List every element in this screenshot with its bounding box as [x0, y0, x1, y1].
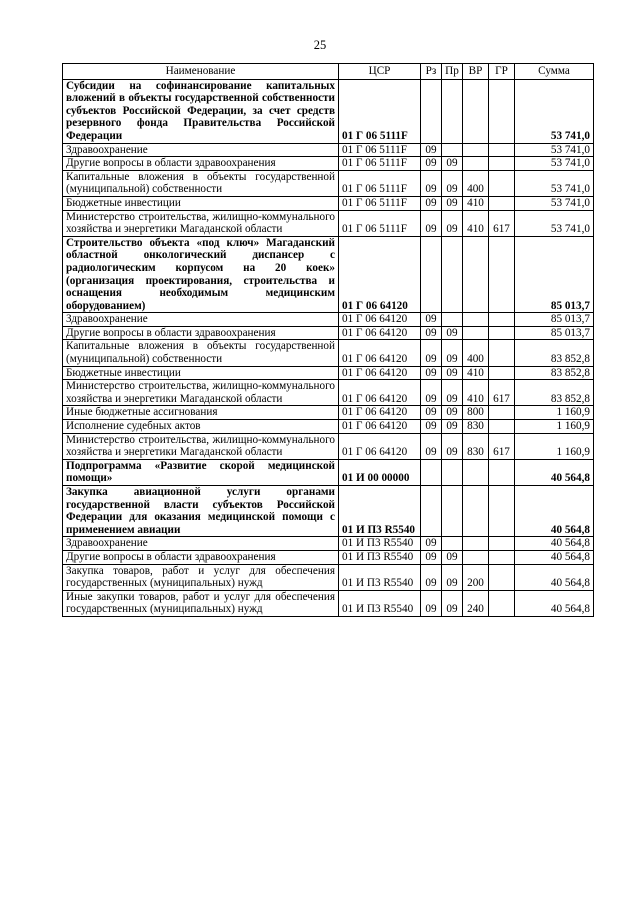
- cell-gr: [489, 590, 515, 616]
- cell-sum: 40 564,8: [515, 564, 594, 590]
- table-row: [63, 79, 594, 143]
- cell-sum: 53 741,0: [515, 170, 594, 196]
- cell-name: Капитальные вложения в объекты государственной (муниципальной) собственности: [63, 170, 339, 196]
- cell-pr: [442, 313, 463, 327]
- table-row: [63, 210, 594, 236]
- table-row: [63, 380, 594, 406]
- cell-sum: 53 741,0: [515, 210, 594, 236]
- cell-gr: [489, 366, 515, 380]
- cell-pr: 09: [442, 420, 463, 434]
- cell-gr: [489, 550, 515, 564]
- cell-rz: 09: [421, 537, 442, 551]
- cell-vr: [463, 326, 489, 340]
- cell-rz: 09: [421, 326, 442, 340]
- table-row: [63, 170, 594, 196]
- cell-gr: [489, 340, 515, 366]
- cell-csr: 01 Г 06 64120: [339, 326, 421, 340]
- cell-gr: [489, 157, 515, 171]
- table-row: [63, 196, 594, 210]
- cell-sum: 53 741,0: [515, 79, 594, 143]
- cell-sum: 85 013,7: [515, 313, 594, 327]
- cell-vr: [463, 79, 489, 143]
- cell-gr: 617: [489, 380, 515, 406]
- cell-name: Другие вопросы в области здравоохранения: [63, 157, 339, 171]
- cell-rz: [421, 486, 442, 537]
- cell-name: Закупка товаров, работ и услуг для обеспечения государственных (муниципальных) нужд: [63, 564, 339, 590]
- cell-sum: 40 564,8: [515, 486, 594, 537]
- cell-gr: [489, 420, 515, 434]
- cell-pr: [442, 236, 463, 313]
- cell-vr: 410: [463, 196, 489, 210]
- cell-rz: 09: [421, 313, 442, 327]
- cell-csr: 01 И П3 R5540: [339, 564, 421, 590]
- cell-sum: 83 852,8: [515, 366, 594, 380]
- header-sum: Сумма: [515, 64, 594, 80]
- cell-gr: [489, 170, 515, 196]
- header-name: Наименование: [63, 64, 339, 80]
- table-row: [63, 433, 594, 459]
- cell-vr: [463, 236, 489, 313]
- cell-vr: 200: [463, 564, 489, 590]
- cell-csr: 01 Г 06 5111F: [339, 157, 421, 171]
- cell-pr: [442, 143, 463, 157]
- cell-pr: 09: [442, 196, 463, 210]
- cell-name: Министерство строительства, жилищно-коммунального хозяйства и энергетики Магаданской области: [63, 380, 339, 406]
- table-row: [63, 366, 594, 380]
- cell-sum: 40 564,8: [515, 537, 594, 551]
- cell-gr: [489, 236, 515, 313]
- cell-pr: 09: [442, 564, 463, 590]
- table-row: [63, 313, 594, 327]
- cell-vr: [463, 486, 489, 537]
- table-row: [63, 486, 594, 537]
- cell-sum: 1 160,9: [515, 406, 594, 420]
- cell-rz: 09: [421, 366, 442, 380]
- cell-sum: 1 160,9: [515, 433, 594, 459]
- cell-rz: 09: [421, 433, 442, 459]
- header-pr: Пр: [442, 64, 463, 80]
- cell-pr: [442, 486, 463, 537]
- cell-rz: [421, 79, 442, 143]
- cell-pr: 09: [442, 433, 463, 459]
- cell-gr: [489, 406, 515, 420]
- cell-csr: 01 Г 06 64120: [339, 380, 421, 406]
- cell-name: Министерство строительства, жилищно-коммунального хозяйства и энергетики Магаданской области: [63, 210, 339, 236]
- cell-sum: 40 564,8: [515, 459, 594, 485]
- cell-vr: [463, 157, 489, 171]
- cell-gr: [489, 564, 515, 590]
- header-vr: ВР: [463, 64, 489, 80]
- cell-vr: [463, 459, 489, 485]
- table-header-row: [63, 64, 594, 80]
- table-row: [63, 406, 594, 420]
- cell-rz: 09: [421, 590, 442, 616]
- cell-pr: 09: [442, 550, 463, 564]
- cell-sum: 53 741,0: [515, 143, 594, 157]
- cell-pr: 09: [442, 340, 463, 366]
- budget-table: [62, 63, 594, 617]
- cell-name: Иные бюджетные ассигнования: [63, 406, 339, 420]
- cell-gr: [489, 537, 515, 551]
- cell-name: Министерство строительства, жилищно-коммунального хозяйства и энергетики Магаданской области: [63, 433, 339, 459]
- cell-sum: 83 852,8: [515, 380, 594, 406]
- cell-sum: 83 852,8: [515, 340, 594, 366]
- cell-pr: 09: [442, 170, 463, 196]
- header-gr: ГР: [489, 64, 515, 80]
- cell-csr: 01 Г 06 5111F: [339, 196, 421, 210]
- cell-csr: 01 Г 06 5111F: [339, 79, 421, 143]
- cell-sum: 1 160,9: [515, 420, 594, 434]
- cell-gr: [489, 326, 515, 340]
- cell-gr: [489, 486, 515, 537]
- cell-csr: 01 И П3 R5540: [339, 486, 421, 537]
- header-csr: ЦСР: [339, 64, 421, 80]
- cell-vr: 400: [463, 340, 489, 366]
- cell-name: Другие вопросы в области здравоохранения: [63, 550, 339, 564]
- cell-vr: 800: [463, 406, 489, 420]
- cell-name: Здравоохранение: [63, 537, 339, 551]
- cell-csr: 01 Г 06 64120: [339, 433, 421, 459]
- table-row: [63, 459, 594, 485]
- cell-csr: 01 И П3 R5540: [339, 537, 421, 551]
- cell-pr: 09: [442, 366, 463, 380]
- cell-pr: 09: [442, 210, 463, 236]
- cell-csr: 01 Г 06 64120: [339, 313, 421, 327]
- cell-vr: [463, 313, 489, 327]
- cell-vr: 830: [463, 433, 489, 459]
- cell-rz: 09: [421, 420, 442, 434]
- table-row: [63, 550, 594, 564]
- cell-gr: 617: [489, 210, 515, 236]
- cell-vr: 240: [463, 590, 489, 616]
- cell-vr: 400: [463, 170, 489, 196]
- cell-csr: 01 Г 06 64120: [339, 340, 421, 366]
- cell-name: Закупка авиационной услуги органами государственной власти субъектов Российской Федерации для оказания медицинской помощи с применением авиации: [63, 486, 339, 537]
- cell-pr: 09: [442, 157, 463, 171]
- cell-pr: 09: [442, 406, 463, 420]
- cell-rz: 09: [421, 143, 442, 157]
- table-row: [63, 420, 594, 434]
- cell-rz: 09: [421, 550, 442, 564]
- cell-csr: 01 Г 06 64120: [339, 406, 421, 420]
- cell-csr: 01 Г 06 64120: [339, 420, 421, 434]
- cell-pr: 09: [442, 590, 463, 616]
- cell-vr: 830: [463, 420, 489, 434]
- cell-vr: [463, 537, 489, 551]
- cell-csr: 01 И П3 R5540: [339, 590, 421, 616]
- cell-rz: [421, 236, 442, 313]
- cell-csr: 01 Г 06 64120: [339, 366, 421, 380]
- cell-name: Субсидии на софинансирование капитальных вложений в объекты государственной собственности субъектов Российской Федерации, за счет средств резервного фонда Правительства Российской Федерации: [63, 79, 339, 143]
- page-number: 25: [313, 38, 327, 52]
- cell-rz: 09: [421, 564, 442, 590]
- table-row: [63, 236, 594, 313]
- cell-rz: 09: [421, 406, 442, 420]
- cell-csr: 01 И 00 00000: [339, 459, 421, 485]
- cell-rz: 09: [421, 170, 442, 196]
- cell-name: Капитальные вложения в объекты государственной (муниципальной) собственности: [63, 340, 339, 366]
- cell-rz: 09: [421, 380, 442, 406]
- table-row: [63, 326, 594, 340]
- cell-sum: 40 564,8: [515, 590, 594, 616]
- cell-name: Бюджетные инвестиции: [63, 196, 339, 210]
- cell-vr: 410: [463, 210, 489, 236]
- table-row: [63, 590, 594, 616]
- table-row: [63, 537, 594, 551]
- cell-gr: [489, 79, 515, 143]
- cell-rz: 09: [421, 157, 442, 171]
- cell-name: Строительство объекта «под ключ» Магаданский областной онкологический диспансер с радиологическим корпусом на 20 коек» (организация проектирования, строительства и оснащения необходимым медицинским оборудованием): [63, 236, 339, 313]
- cell-name: Исполнение судебных актов: [63, 420, 339, 434]
- cell-csr: 01 Г 06 5111F: [339, 210, 421, 236]
- header-rz: Рз: [421, 64, 442, 80]
- cell-csr: 01 Г 06 5111F: [339, 170, 421, 196]
- cell-gr: [489, 196, 515, 210]
- cell-name: Другие вопросы в области здравоохранения: [63, 326, 339, 340]
- cell-gr: [489, 459, 515, 485]
- cell-name: Иные закупки товаров, работ и услуг для обеспечения государственных (муниципальных) нужд: [63, 590, 339, 616]
- cell-sum: 53 741,0: [515, 196, 594, 210]
- cell-rz: 09: [421, 340, 442, 366]
- cell-pr: 09: [442, 326, 463, 340]
- cell-vr: 410: [463, 380, 489, 406]
- cell-vr: [463, 550, 489, 564]
- table-row: [63, 157, 594, 171]
- cell-pr: [442, 537, 463, 551]
- cell-sum: 40 564,8: [515, 550, 594, 564]
- cell-pr: 09: [442, 380, 463, 406]
- cell-csr: 01 И П3 R5540: [339, 550, 421, 564]
- cell-name: Здравоохранение: [63, 313, 339, 327]
- cell-rz: [421, 459, 442, 485]
- cell-gr: [489, 143, 515, 157]
- table-row: [63, 564, 594, 590]
- cell-vr: 410: [463, 366, 489, 380]
- cell-sum: 53 741,0: [515, 157, 594, 171]
- cell-name: Бюджетные инвестиции: [63, 366, 339, 380]
- table-row: [63, 340, 594, 366]
- cell-sum: 85 013,7: [515, 326, 594, 340]
- cell-name: Здравоохранение: [63, 143, 339, 157]
- cell-gr: [489, 313, 515, 327]
- cell-name: Подпрограмма «Развитие скорой медицинской помощи»: [63, 459, 339, 485]
- cell-rz: 09: [421, 210, 442, 236]
- cell-vr: [463, 143, 489, 157]
- cell-pr: [442, 79, 463, 143]
- cell-csr: 01 Г 06 5111F: [339, 143, 421, 157]
- table-row: [63, 143, 594, 157]
- cell-pr: [442, 459, 463, 485]
- cell-sum: 85 013,7: [515, 236, 594, 313]
- cell-csr: 01 Г 06 64120: [339, 236, 421, 313]
- cell-gr: 617: [489, 433, 515, 459]
- cell-rz: 09: [421, 196, 442, 210]
